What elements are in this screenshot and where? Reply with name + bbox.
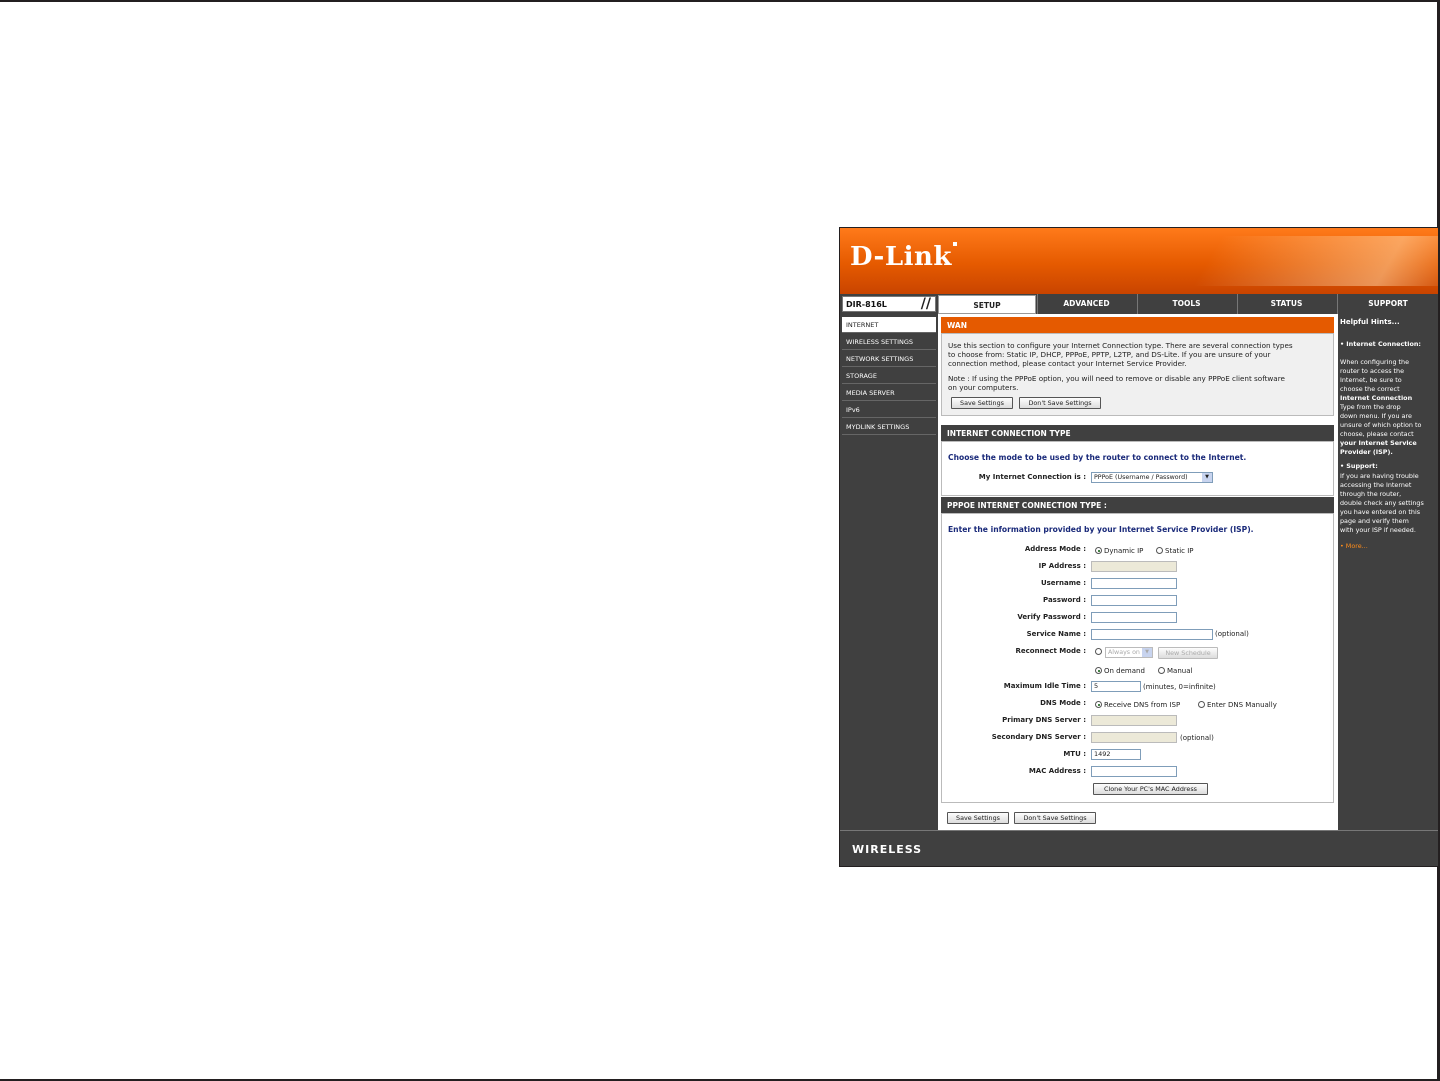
hint-internet-line11: Provider (ISP). bbox=[1340, 448, 1393, 456]
hint-internet-line5: Internet Connection bbox=[1340, 394, 1413, 402]
header-banner bbox=[840, 228, 1438, 294]
ip-address-field[interactable] bbox=[1091, 561, 1177, 572]
secondary-dns-field[interactable] bbox=[1091, 732, 1177, 743]
wan-desc-line2: to choose from: Static IP, DHCP, PPPoE, PPTP, L2TP, and DS-Lite. If you are unsure of your bbox=[948, 350, 1271, 359]
sidebar-item-network-settings[interactable]: NETWORK SETTINGS bbox=[842, 351, 936, 367]
router-ui-screenshot bbox=[839, 227, 1439, 867]
connection-type-box bbox=[941, 441, 1334, 496]
banner-streak bbox=[1194, 236, 1438, 286]
dlink-logo: D-Link bbox=[850, 242, 957, 272]
hints-title: Helpful Hints... bbox=[1340, 318, 1400, 326]
connection-type-select[interactable]: PPPoE (Username / Password) ▼ bbox=[1091, 472, 1213, 483]
manual-dns-label: Enter DNS Manually bbox=[1207, 701, 1277, 709]
clone-mac-button[interactable]: Clone Your PC's MAC Address bbox=[1093, 783, 1208, 795]
password-label: Password : bbox=[1043, 596, 1086, 604]
hint-support-line6: page and verify them bbox=[1340, 517, 1409, 525]
tab-status[interactable]: STATUS bbox=[1237, 294, 1335, 314]
mac-address-field[interactable] bbox=[1091, 766, 1177, 777]
reconnect-mode-label: Reconnect Mode : bbox=[1015, 647, 1086, 655]
hint-internet-line4: choose the correct bbox=[1340, 385, 1400, 393]
schedule-select[interactable]: Always on ▼ bbox=[1105, 647, 1153, 658]
wireless-footer-logo: WIRELESS bbox=[852, 843, 923, 856]
helpful-hints-panel bbox=[1338, 314, 1438, 830]
page-top-rule bbox=[0, 0, 1440, 2]
connection-type-label: My Internet Connection is : bbox=[978, 473, 1086, 481]
hint-internet-line2: router to access the bbox=[1340, 367, 1405, 375]
chevron-down-icon: ▼ bbox=[1142, 648, 1152, 657]
wan-note-line2: on your computers. bbox=[948, 383, 1019, 392]
primary-dns-label: Primary DNS Server : bbox=[1002, 716, 1086, 724]
username-field[interactable] bbox=[1091, 578, 1177, 589]
hint-support-line4: double check any settings bbox=[1340, 499, 1424, 507]
service-name-label: Service Name : bbox=[1026, 630, 1086, 638]
primary-dns-field[interactable] bbox=[1091, 715, 1177, 726]
save-settings-button-bottom[interactable]: Save Settings bbox=[947, 812, 1009, 824]
wan-box bbox=[941, 333, 1334, 416]
receive-dns-label: Receive DNS from ISP bbox=[1104, 701, 1181, 709]
idle-unit-label: (minutes, 0=infinite) bbox=[1143, 683, 1216, 691]
hint-support-line7: with your ISP if needed. bbox=[1340, 526, 1416, 534]
max-idle-time-field[interactable]: 5 bbox=[1091, 681, 1141, 692]
hint-internet-line6: Type from the drop bbox=[1340, 403, 1401, 411]
on-demand-radio[interactable] bbox=[1095, 667, 1102, 674]
sidebar-item-internet[interactable]: INTERNET bbox=[842, 317, 936, 333]
password-field[interactable] bbox=[1091, 595, 1177, 606]
dont-save-settings-button-top[interactable]: Don't Save Settings bbox=[1019, 397, 1101, 409]
mtu-label: MTU : bbox=[1063, 750, 1086, 758]
pppoe-instruction: Enter the information provided by your Internet Service Provider (ISP). bbox=[948, 525, 1254, 534]
sidebar-item-storage[interactable]: STORAGE bbox=[842, 368, 936, 384]
model-label: DIR-816L // bbox=[842, 296, 936, 312]
address-mode-label: Address Mode : bbox=[1024, 545, 1086, 553]
tab-tools[interactable]: TOOLS bbox=[1137, 294, 1235, 314]
secondary-dns-optional: (optional) bbox=[1180, 734, 1214, 742]
hint-internet-line1: When configuring the bbox=[1340, 358, 1410, 366]
hint-internet-line7: down menu. If you are bbox=[1340, 412, 1412, 420]
tab-setup[interactable]: SETUP bbox=[938, 295, 1036, 314]
hint-support-line2: accessing the Internet bbox=[1340, 481, 1412, 489]
connection-type-header: INTERNET CONNECTION TYPE bbox=[941, 425, 1334, 441]
chevron-down-icon: ▼ bbox=[1202, 473, 1212, 482]
hint-internet-line10: your Internet Service bbox=[1340, 439, 1417, 447]
static-ip-radio[interactable] bbox=[1156, 547, 1163, 554]
pppoe-header: PPPOE INTERNET CONNECTION TYPE : bbox=[941, 497, 1334, 513]
sidebar bbox=[840, 314, 938, 830]
hint-internet-line3: Internet, be sure to bbox=[1340, 376, 1402, 384]
tab-advanced[interactable]: ADVANCED bbox=[1037, 294, 1135, 314]
hint-support-line5: you have entered on this bbox=[1340, 508, 1421, 516]
wan-desc-line3: connection method, please contact your Internet Service Provider. bbox=[948, 359, 1187, 368]
max-idle-time-label: Maximum Idle Time : bbox=[1003, 682, 1086, 690]
hint-internet-line9: choose, please contact bbox=[1340, 430, 1414, 438]
manual-dns-radio[interactable] bbox=[1198, 701, 1205, 708]
main-content bbox=[938, 314, 1338, 830]
verify-password-label: Verify Password : bbox=[1017, 613, 1086, 621]
manual-label: Manual bbox=[1167, 667, 1193, 675]
dynamic-ip-label: Dynamic IP bbox=[1104, 547, 1144, 555]
sidebar-item-media-server[interactable]: MEDIA SERVER bbox=[842, 385, 936, 401]
ip-address-label: IP Address : bbox=[1038, 562, 1086, 570]
tab-support[interactable]: SUPPORT bbox=[1337, 294, 1438, 314]
dont-save-settings-button-bottom[interactable]: Don't Save Settings bbox=[1014, 812, 1096, 824]
save-settings-button-top[interactable]: Save Settings bbox=[951, 397, 1013, 409]
mac-address-label: MAC Address : bbox=[1028, 767, 1086, 775]
sidebar-item-mydlink-settings[interactable]: MYDLINK SETTINGS bbox=[842, 419, 936, 435]
wan-desc-line1: Use this section to configure your Internet Connection type. There are several connection types bbox=[948, 341, 1293, 350]
receive-dns-radio[interactable] bbox=[1095, 701, 1102, 708]
always-on-radio[interactable] bbox=[1095, 648, 1102, 655]
on-demand-label: On demand bbox=[1104, 667, 1145, 675]
static-ip-label: Static IP bbox=[1165, 547, 1194, 555]
hint-support-line1: If you are having trouble bbox=[1340, 472, 1419, 480]
wan-note-line1: Note : If using the PPPoE option, you will need to remove or disable any PPPoE client software bbox=[948, 374, 1285, 383]
mtu-field[interactable]: 1492 bbox=[1091, 749, 1141, 760]
top-nav bbox=[840, 294, 1438, 314]
hints-more-link[interactable]: • More... bbox=[1340, 542, 1368, 550]
footer-bar bbox=[840, 830, 1438, 866]
dynamic-ip-radio[interactable] bbox=[1095, 547, 1102, 554]
service-name-field[interactable] bbox=[1091, 629, 1213, 640]
connection-type-instruction: Choose the mode to be used by the router to connect to the Internet. bbox=[948, 453, 1247, 462]
hint-internet-title: • Internet Connection: bbox=[1340, 340, 1421, 348]
sidebar-item-ipv6[interactable]: IPv6 bbox=[842, 402, 936, 418]
manual-radio[interactable] bbox=[1158, 667, 1165, 674]
hint-support-title: • Support: bbox=[1340, 462, 1378, 470]
new-schedule-button[interactable]: New Schedule bbox=[1158, 647, 1218, 659]
verify-password-field[interactable] bbox=[1091, 612, 1177, 623]
pppoe-box bbox=[941, 513, 1334, 803]
username-label: Username : bbox=[1040, 579, 1086, 587]
sidebar-item-wireless-settings[interactable]: WIRELESS SETTINGS bbox=[842, 334, 936, 350]
service-name-optional: (optional) bbox=[1215, 630, 1249, 638]
hint-support-line3: through the router, bbox=[1340, 490, 1402, 498]
hint-internet-line8: unsure of which option to bbox=[1340, 421, 1422, 429]
dns-mode-label: DNS Mode : bbox=[1040, 699, 1086, 707]
secondary-dns-label: Secondary DNS Server : bbox=[991, 733, 1086, 741]
wan-header: WAN bbox=[941, 317, 1334, 333]
